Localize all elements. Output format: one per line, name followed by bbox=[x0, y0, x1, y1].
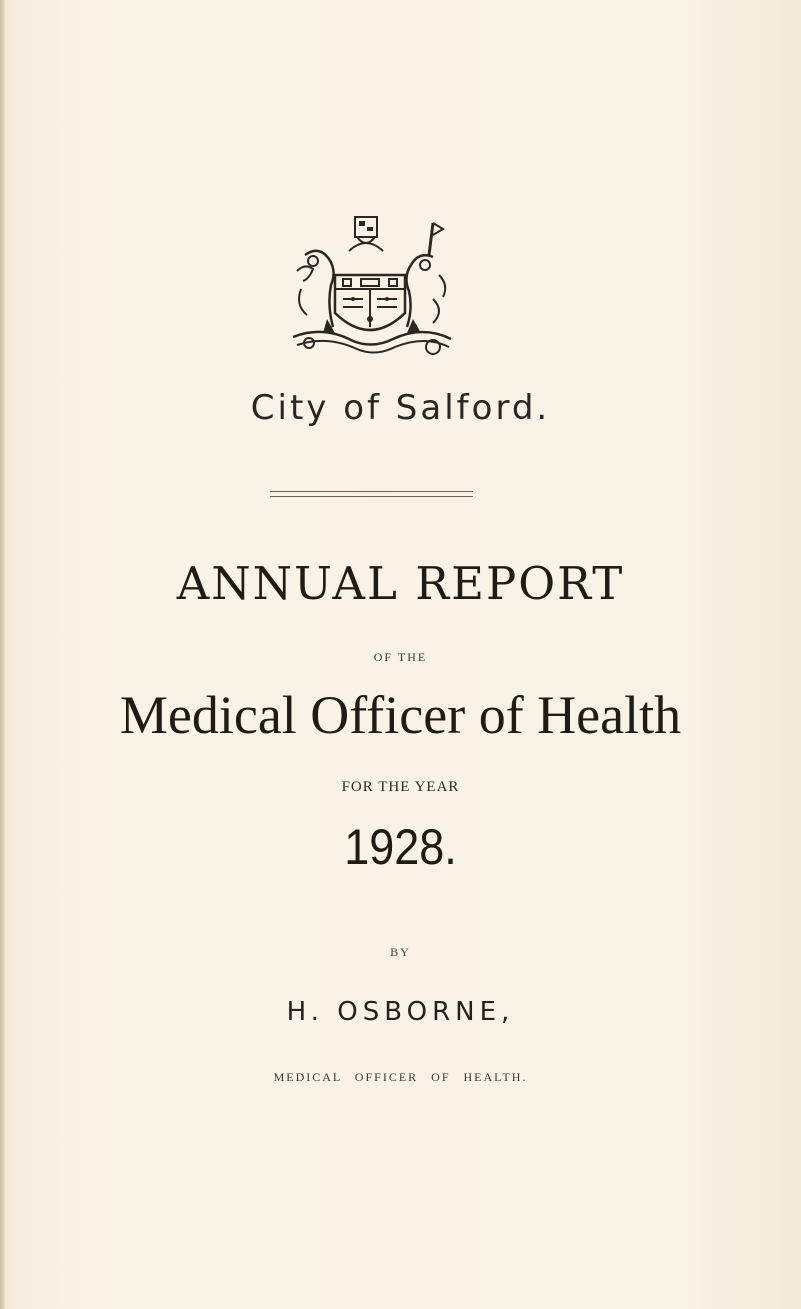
double-rule-bottom bbox=[270, 496, 473, 497]
report-heading: ANNUAL REPORT bbox=[176, 557, 625, 610]
coat-of-arms-icon bbox=[283, 215, 458, 365]
city-name: City of Salford. bbox=[250, 388, 551, 428]
author-name: H. OSBORNE, bbox=[286, 997, 515, 1027]
report-year: 1928. bbox=[344, 819, 457, 875]
double-rule-top bbox=[270, 491, 473, 492]
by-label: BY bbox=[390, 945, 411, 959]
author-title: MEDICAL OFFICER OF HEALTH. bbox=[273, 1070, 528, 1084]
office-title: Medical Officer of Health bbox=[119, 685, 682, 745]
of-the-label: OF THE bbox=[373, 650, 428, 664]
for-the-year-label: FOR THE YEAR bbox=[341, 779, 460, 795]
